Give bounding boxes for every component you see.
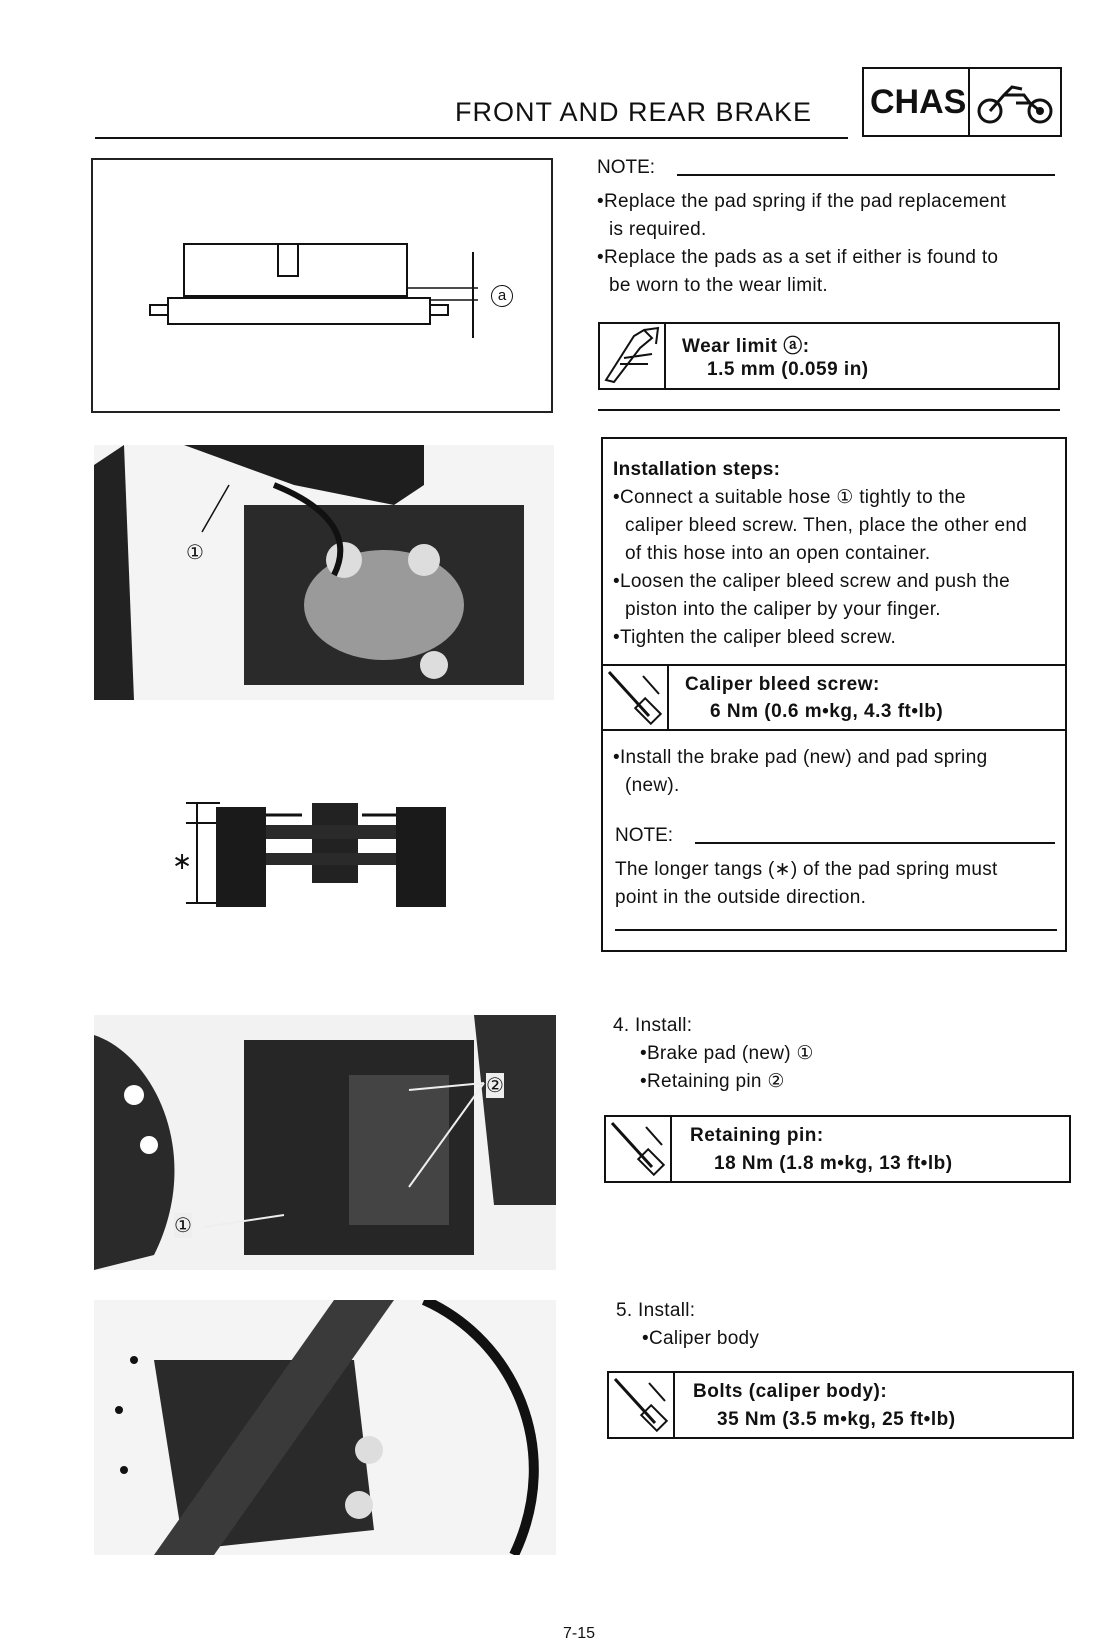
caliper-gauge-icon [600, 324, 664, 388]
caliper-body-illustration [94, 1300, 556, 1555]
step4-heading: 4. Install: [613, 1015, 693, 1036]
pad-wear-diagram [91, 158, 553, 413]
caliper-body-bolts-label: Bolts (caliper body): [693, 1381, 888, 1402]
spec-icon-cell [606, 1117, 672, 1181]
title-underline [95, 137, 848, 139]
installation-line: caliper bleed screw. Then, place the other end [625, 515, 1028, 536]
label-a: a [491, 285, 513, 307]
spec-icon-cell [603, 666, 669, 729]
note-line: •Replace the pads as a set if either is found to [597, 247, 999, 268]
page-number: 7-15 [563, 1625, 596, 1642]
note-rule [677, 174, 1055, 176]
install-line: •Install the brake pad (new) and pad spring [613, 747, 988, 768]
installation-box [601, 437, 1067, 952]
callout-1: ① [174, 1215, 192, 1237]
step5-heading: 5. Install: [616, 1300, 696, 1321]
page-title: FRONT AND REAR BRAKE [455, 97, 813, 127]
section-badge [862, 67, 1062, 137]
pad-spring-drawing [172, 795, 472, 915]
step4-item: •Retaining pin ② [640, 1071, 785, 1092]
label-star: ∗ [172, 848, 193, 875]
note-line: be worn to the wear limit. [609, 275, 828, 296]
caliper-bleed-illustration [94, 445, 554, 700]
retaining-pin-spec [604, 1115, 1071, 1183]
caliper-body-photo [94, 1300, 556, 1555]
spring-note-line: The longer tangs (∗) of the pad spring must [615, 859, 998, 880]
install-line: (new). [625, 775, 680, 796]
installation-line: •Tighten the caliper bleed screw. [613, 627, 897, 648]
motorcycle-icon [974, 81, 1058, 127]
installation-line: •Loosen the caliper bleed screw and push the [613, 571, 1010, 592]
bleed-screw-torque [603, 664, 1065, 731]
retaining-pin-value: 18 Nm (1.8 m•kg, 13 ft•lb) [714, 1153, 953, 1174]
caliper-bleed-photo [94, 445, 554, 700]
retaining-pin-label: Retaining pin: [690, 1125, 824, 1146]
bleed-screw-value: 6 Nm (0.6 m•kg, 4.3 ft•lb) [710, 701, 944, 722]
installation-line: of this hose into an open container. [625, 543, 931, 564]
wear-limit-value: 1.5 mm (0.059 in) [707, 359, 869, 380]
bleed-screw-label: Caliper bleed screw: [685, 674, 880, 695]
spring-note-heading: NOTE: [615, 825, 674, 846]
torque-wrench-icon [606, 1117, 670, 1181]
note-line: is required. [609, 219, 707, 240]
spring-note-line: point in the outside direction. [615, 887, 867, 908]
pad-spring-diagram [172, 795, 472, 915]
section-code: CHAS [870, 83, 967, 121]
section-rule [598, 409, 1060, 411]
step4-item: •Brake pad (new) ① [640, 1043, 814, 1064]
torque-wrench-icon [609, 1373, 673, 1437]
torque-wrench-icon [603, 666, 667, 729]
pad-drawing [93, 160, 551, 411]
pad-install-photo [94, 1015, 556, 1270]
wear-limit-label: Wear limit ⓐ: [682, 336, 810, 357]
caliper-body-bolts-value: 35 Nm (3.5 m•kg, 25 ft•lb) [717, 1409, 956, 1430]
installation-heading: Installation steps: [613, 459, 781, 480]
note-rule [695, 842, 1055, 844]
badge-divider [968, 69, 970, 135]
caliper-body-bolts-spec [607, 1371, 1074, 1439]
installation-line: piston into the caliper by your finger. [625, 599, 941, 620]
spec-icon-cell [609, 1373, 675, 1437]
note-rule [615, 929, 1057, 931]
installation-line: •Connect a suitable hose ① tightly to the [613, 487, 966, 508]
callout-2: ② [486, 1075, 504, 1097]
spec-icon-cell [600, 324, 666, 388]
note-heading: NOTE: [597, 157, 656, 178]
note-line: •Replace the pad spring if the pad replacement [597, 191, 1007, 212]
wear-limit-spec [598, 322, 1060, 390]
callout-1: ① [186, 542, 204, 564]
step5-item: •Caliper body [642, 1328, 760, 1349]
pad-install-illustration [94, 1015, 556, 1270]
